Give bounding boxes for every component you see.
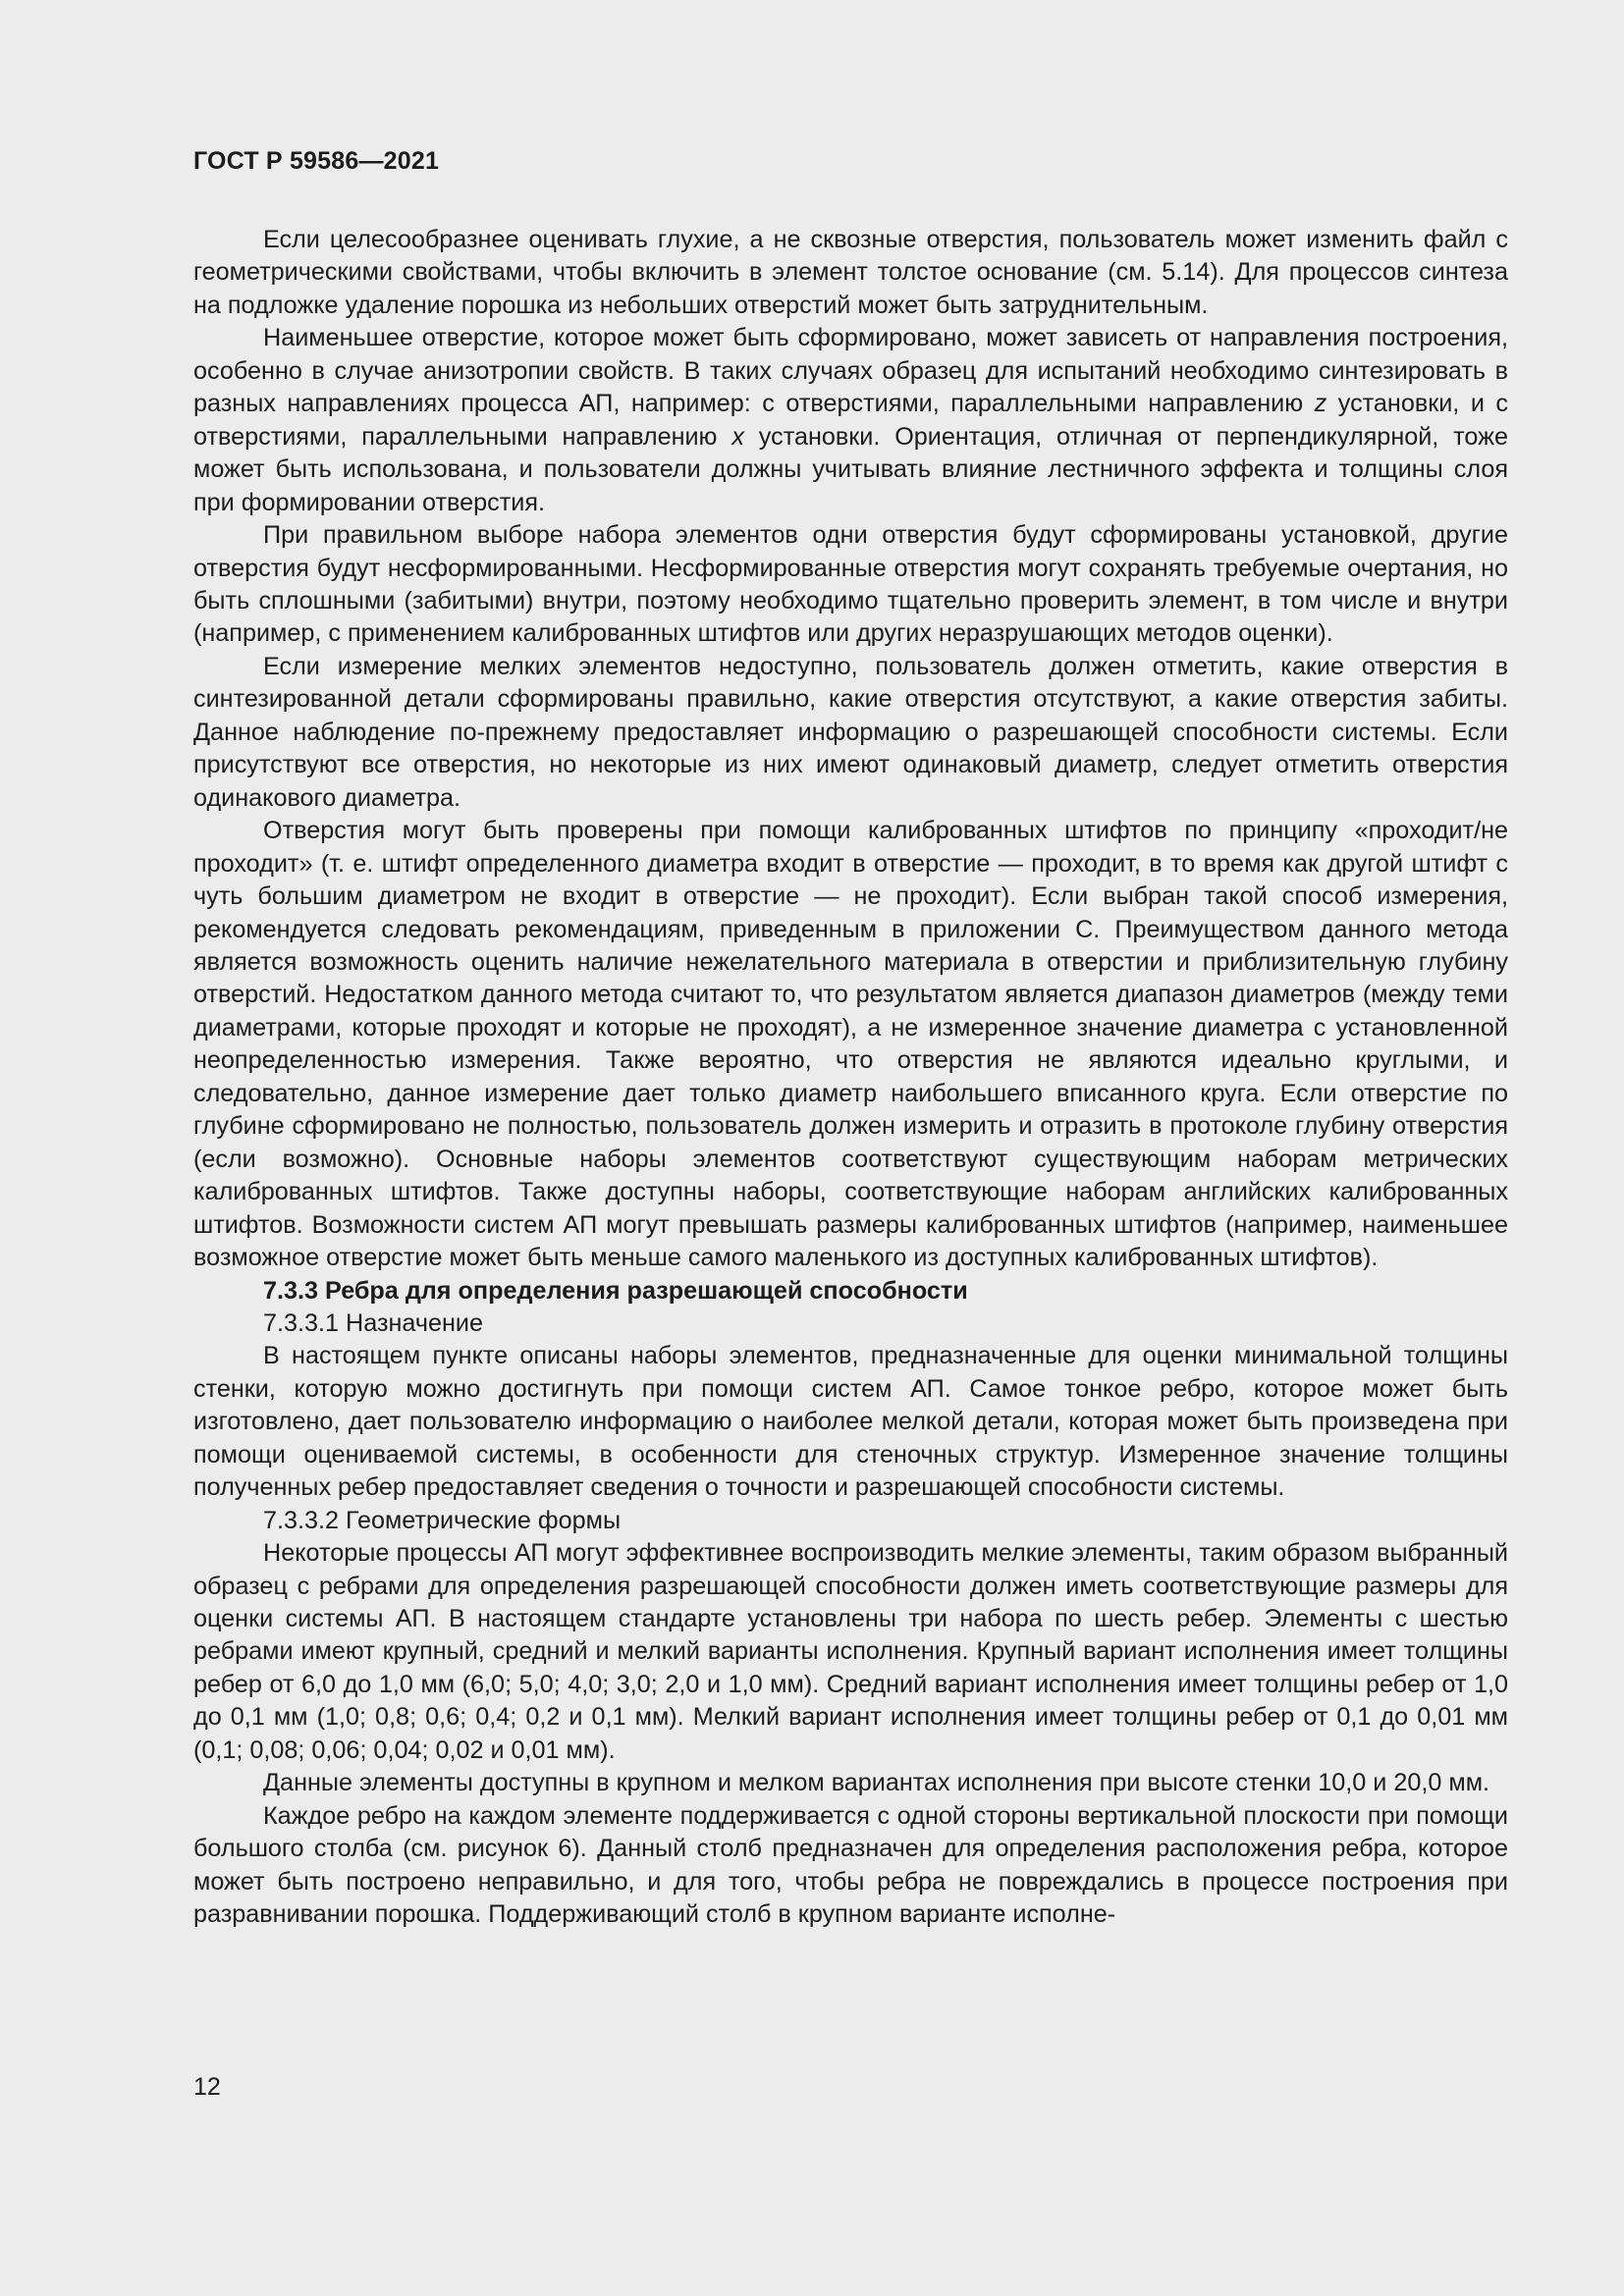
page-number: 12 bbox=[193, 2073, 221, 2101]
section-heading-7-3-3: 7.3.3 Ребра для определения разрешающей способности bbox=[263, 1276, 968, 1305]
standard-code-header: ГОСТ Р 59586—2021 bbox=[193, 147, 440, 175]
body-text bbox=[193, 224, 1508, 1932]
paragraph-element-set: При правильном выборе набора элементов одни отверстия будут сформированы установкой, другие отверстия будут несформированными. Несформированные отверстия могут сохранять требуемые очертания, но быть сплошными (забитыми) внутри, поэтому необходимо тщательно проверить элемент, в том числе и внутри (например, с применением калиброванных штифтов или других неразрушающих методов оценки). bbox=[193, 521, 1508, 648]
paragraph-calibrated-pins: Отверстия могут быть проверены при помощи калиброванных штифтов по принципу «проходит/не проходит» (т. е. штифт определенного диаметра входит в отверстие — проходит, в то время как другой штифт с чуть большим диаметром не входит в отверстие — не проходит). Если выбран такой способ измерения, рекомендуется следовать рекомендациям, приведенным в приложении С. Преимуществом данного метода является возможность оценить наличие нежелательного материала в отверстии и приблизительную глубину отверстий. Недостатком данного метода считают то, что результатом является диапазон диаметров (между теми диаметрами, которые проходят и которые не проходят), а не измеренное значение диаметра с установленной неопределенностью измерения. Также вероятно, что отверстия не являются идеально круглыми, и следовательно, данное измерение дает только диаметр наибольшего вписанного круга. Если отверстие по глубине сформировано не полностью, пользователь должен измерить и отразить в протоколе глубину отверстия (если возможно). Основные наборы элементов соответствуют существующим наборам метрических калиброванных штифтов. Также доступны наборы, соответствующие наборам английских калиброванных штифтов. Возможности систем АП могут превышать размеры калиброванных штифтов (например, наименьшее возможное отверстие может быть меньше самого маленького из доступных калиброванных штифтов). bbox=[193, 817, 1508, 1272]
subsection-heading-7-3-3-2: 7.3.3.2 Геометрические формы bbox=[263, 1506, 622, 1534]
paragraph-measurement-unavailable: Если измерение мелких элементов недоступно, пользователь должен отметить, какие отверстия в синтезированной детали сформированы правильно, какие отверстия отсутствуют, а какие отверстия забиты. Данное наблюдение по-прежнему предоставляет информацию о разрешающей способности системы. Если присутствуют все отверстия, но некоторые из них имеют одинаковый диаметр, следует отметить отверстия одинакового диаметра. bbox=[193, 652, 1508, 812]
subsection-heading-7-3-3-1: 7.3.3.1 Назначение bbox=[263, 1308, 483, 1337]
variable-x: x bbox=[731, 422, 744, 451]
paragraph-support-column: Каждое ребро на каждом элементе поддерживается с одной стороны вертикальной плоскости при помощи большого столба (см. рисунок 6). Данный столб предназначен для определения расположения ребра, которое может быть построено неправильно, и для того, чтобы ребра не повреждались в процессе построения при разравнивании порошка. Поддерживающий столб в крупном варианте исполне- bbox=[193, 1801, 1508, 1929]
variable-z: z bbox=[1314, 390, 1327, 418]
paragraph-geometric-forms: Некоторые процессы АП могут эффективнее воспроизводить мелкие элементы, таким образом выбранный образец с ребрами для определения разрешающей способности должен иметь соответствующие размеры для оценки системы АП. В настоящем стандарте установлены три набора по шесть ребер. Элементы с шестью ребрами имеют крупный, средний и мелкий варианты исполнения. Крупный вариант исполнения имеет толщины ребер от 6,0 до 1,0 мм (6,0; 5,0; 4,0; 3,0; 2,0 и 1,0 мм). Средний вариант исполнения имеет толщины ребер от 1,0 до 0,1 мм (1,0; 0,8; 0,6; 0,4; 0,2 и 0,1 мм). Мелкий вариант исполнения имеет толщины ребер от 0,1 до 0,01 мм (0,1; 0,08; 0,06; 0,04; 0,02 и 0,01 мм). bbox=[193, 1539, 1508, 1764]
paragraph-purpose: В настоящем пункте описаны наборы элементов, предназначенные для оценки минимальной толщины стенки, которую можно достигнуть при помощи систем АП. Самое тонкое ребро, которое может быть изготовлено, дает пользователю информацию о наиболее мелкой детали, которая может быть произведена при помощи оцениваемой системы, в особенности для стеночных структур. Измеренное значение толщины полученных ребер предоставляет сведения о точности и разрешающей способности системы. bbox=[193, 1342, 1508, 1502]
paragraph-smallest-hole: Наименьшее отверстие, которое может быть сформировано, может зависеть от направления построения, особенно в случае анизотропии свойств. В таких случаях образец для испытаний необходимо синтезировать в разных направлениях процесса АП, например: с отверстиями, параллельными направлению z установки, и с отверстиями, параллельными направлению x установки. Ориентация, отличная от перпендикулярной, тоже может быть использована, и пользователи должны учитывать влияние лестничного эффекта и толщины слоя при формировании отверстия. bbox=[193, 324, 1508, 516]
paragraph-blind-holes: Если целесообразнее оценивать глухие, а не сквозные отверстия, пользователь может изменить файл с геометрическими свойствами, чтобы включить в элемент толстое основание (см. 5.14). Для процессов синтеза на подложке удаление порошка из небольших отверстий может быть затруднительным. bbox=[193, 226, 1508, 319]
paragraph-wall-height: Данные элементы доступны в крупном и мелком вариантах исполнения при высоте стенки 10,0 и 20,0 мм. bbox=[263, 1769, 1490, 1797]
